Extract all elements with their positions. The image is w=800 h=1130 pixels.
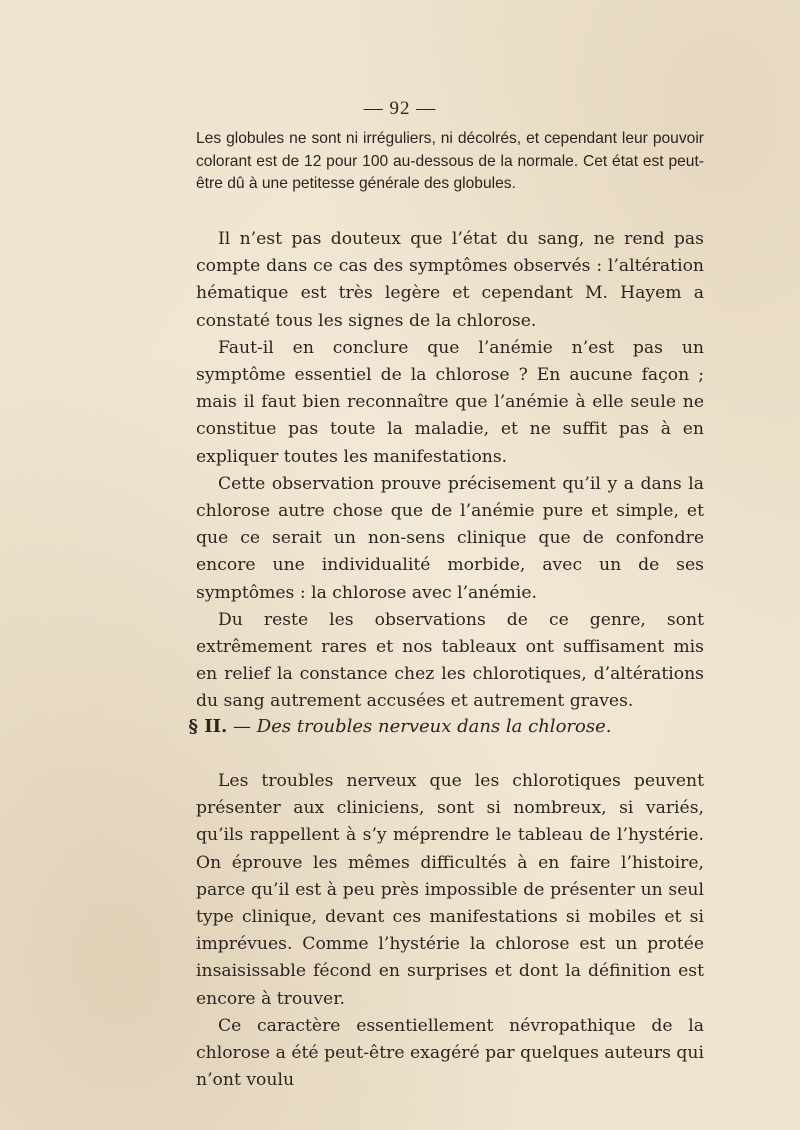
footnote-text: Les globules ne sont ni irréguliers, ni décolrés, et cependant leur pouvoir colorant est de 12 pour 100 au-dessous de la normale. Cet état est peut-être dû à une petitesse générale des globules. — [196, 130, 704, 192]
paragraph: Ce caractère essentiellement névropathique de la chlorose a été peut-être exagéré par quelques auteurs qui n’ont voulu — [196, 1015, 704, 1091]
paragraph: Cette observation prouve précisement qu’il y a dans la chlorose autre chose que de l’anémie pure et simple, et que ce serait un non-sens clinique que de confondre encore une individualité morbide, avec un de ses symptômes : la chlorose avec l’anémie. — [196, 473, 704, 603]
body-text-top — [196, 226, 704, 716]
section-dash: — — [233, 716, 252, 737]
page-number: — 92 — — [363, 98, 437, 119]
paragraph: Les troubles nerveux que les chlorotiques peuvent présenter aux cliniciens, sont si nombreux, si variés, qu’ils rappellent à s’y méprendre le tableau de l’hystérie. On éprouve les mêmes difficultés à en faire l’histoire, parce qu’il est à peu près impossible de présenter un seul type clinique, devant ces manifestations si mobiles et si imprévues. Comme l’hystérie la chlorose est un protée insaisissable fécond en surprises et dont la définition est encore à trouver. — [196, 771, 704, 1009]
paragraph: Faut-il en conclure que l’anémie n’est pas un symptôme essentiel de la chlorose ? En aucune façon ; mais il faut bien reconnaître que l’anémie à elle seule ne constitue pas toute la maladie, et ne suffit pas à en expliquer toutes les manifestations. — [196, 337, 704, 467]
body-text-bottom — [196, 768, 704, 1094]
footnote — [196, 128, 704, 196]
section-number: § II. — [188, 716, 228, 737]
section-heading — [0, 716, 800, 737]
section-title: Des troubles nerveux dans la chlorose. — [256, 716, 612, 737]
paragraph: Du reste les observations de ce genre, sont extrêmement rares et nos tableaux ont suffisament mis en relief la constance chez les chlorotiques, d’altérations du sang autrement accusées et autrement graves. — [196, 609, 704, 712]
paragraph: Il n’est pas douteux que l’état du sang, ne rend pas compte dans ce cas des symptômes observés : l’altération hématique est très legère et cependant M. Hayem a constaté tous les signes de la chlorose. — [196, 229, 704, 331]
